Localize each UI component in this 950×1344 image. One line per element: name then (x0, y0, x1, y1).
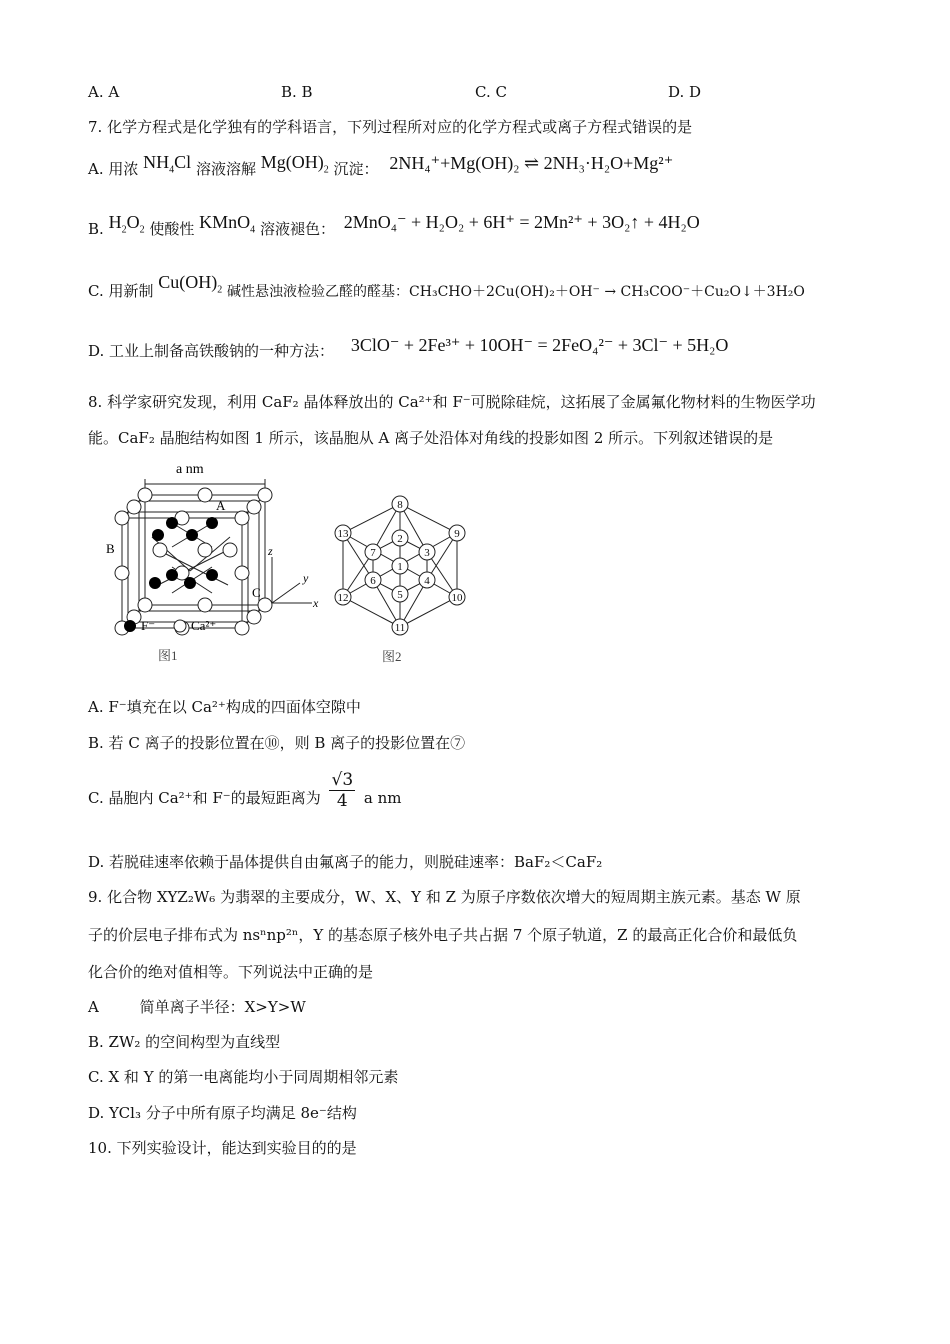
fig2-caption: 图2 (382, 649, 402, 664)
q9-stem-1: 9. 化合物 XYZ₂W₆ 为翡翠的主要成分，W、X、Y 和 Z 为原子序数依次增大的短周期主族元素。基态 W 原 (88, 888, 801, 906)
q6-option-a: A. A (88, 83, 120, 101)
q8-c-pre: C. 晶胞内 Ca²⁺和 F⁻的最短距离为 (88, 789, 321, 807)
fig2-node-label: 7 (370, 547, 376, 559)
fig1-axis-x: x (313, 596, 319, 610)
q7-b-equation: 2MnO₄⁻ + H₂O₂ + 6H⁺ = 2Mn²⁺ + 3O₂↑ + 4H₂O (343, 212, 700, 232)
q7-option-c (88, 272, 805, 309)
q7-a-formula-2: $Mg(OH)_2$ (260, 152, 329, 176)
fig2-node-label: 9 (454, 528, 460, 540)
fig1-label-a: A (216, 498, 226, 513)
figure-2-projection (330, 490, 480, 670)
q9-stem-3: 化合价的绝对值相等。下列说法中正确的是 (88, 963, 374, 981)
fig2-node-label: 6 (370, 575, 376, 587)
legend-ca-marker (174, 620, 186, 632)
fig2-node-label: 13 (337, 528, 349, 540)
legend-ca-label: Ca²⁺ (191, 618, 217, 633)
q7-c-pre: C. 用新制 (88, 282, 154, 300)
q7-stem: 7. 化学方程式是化学独有的学科语言，下列过程所对应的化学方程式或离子方程式错误的是 (88, 118, 693, 136)
q7-a-mid: 溶液溶解 (195, 160, 256, 178)
q7-d-pre: D. 工业上制备高铁酸钠的一种方法： (88, 342, 335, 360)
q7-d-equation: 3ClO⁻ + 2Fe³⁺ + 10OH⁻ = 2FeO₄²⁻ + 3Cl⁻ + 5H₂O (350, 335, 729, 355)
q8-c-numerator: √3 (331, 770, 354, 790)
fig2-node-label: 4 (424, 575, 430, 587)
q6-options (0, 82, 950, 102)
fig2-node-label: 10 (451, 592, 463, 604)
q10-stem: 10. 下列实验设计，能达到实验目的的是 (88, 1139, 357, 1157)
q7-a-formula: $NH_4Cl$ (143, 152, 192, 176)
q6-option-b: B. B (281, 83, 313, 101)
fig2-node-label: 1 (397, 561, 403, 573)
q7-b-post: 溶液褪色： (259, 220, 335, 238)
q9-option-a (88, 997, 306, 1017)
fig1-label-c: C (252, 585, 261, 600)
fig2-node-label: 12 (337, 592, 349, 604)
q8-stem-2: 能。CaF₂ 晶胞结构如图 1 所示，该晶胞从 A 离子处沿体对角线的投影如图 2 所示。下列叙述错误的是 (88, 429, 774, 447)
q9-stem-2: 子的价层电子排布式为 nsⁿnp²ⁿ，Y 的基态原子核外电子共占据 7 个原子轨道，Z 的最高正化合价和最低负 (88, 926, 798, 944)
q8-c-denominator: 4 (336, 791, 348, 811)
q7-a-post: 沉淀： (333, 160, 379, 178)
q9-option-b: B. ZW₂ 的空间构型为直线型 (88, 1033, 281, 1051)
fig2-node-label: 8 (397, 499, 403, 511)
q7-b-formula-2: KMnO$_4$ (199, 212, 256, 236)
fig1-axis-y: y (303, 571, 309, 585)
q7-c-formula: $Cu(OH)_2$ (158, 272, 223, 296)
fig1-label-b: B (106, 541, 115, 556)
q6-option-c: C. C (475, 83, 507, 101)
q8-c-post: a nm (363, 789, 402, 807)
fig2-node-label: 5 (397, 589, 403, 601)
q9-option-c: C. X 和 Y 的第一电离能均小于同周期相邻元素 (88, 1068, 399, 1086)
q8-option-d: D. 若脱硅速率依赖于晶体提供自由氟离子的能力，则脱硅速率：BaF₂＜CaF₂ (88, 853, 603, 871)
legend-f-marker (124, 620, 136, 632)
fig1-caption: 图1 (158, 648, 178, 663)
q9-option-d: D. YCl₃ 分子中所有原子均满足 8e⁻结构 (88, 1104, 357, 1122)
q9-a-text: 简单离子半径：X>Y>W (139, 998, 306, 1016)
q8-option-a: A. F⁻填充在以 Ca²⁺构成的四面体空隙中 (88, 698, 361, 716)
q7-a-pre: A. 用浓 (88, 160, 139, 178)
q8-stem-1: 8. 科学家研究发现，利用 CaF₂ 晶体释放出的 Ca²⁺和 F⁻可脱除硅烷，这拓展了金属氟化物材料的生物医学功 (88, 393, 816, 411)
q7-c-post: 碱性悬浊液检验乙醛的醛基：CH₃CHO＋2Cu(OH)₂＋OH⁻ → CH₃COO⁻＋Cu₂O↓＋3H₂O (227, 284, 805, 300)
fig1-dimension-label: a nm (176, 462, 204, 477)
q7-a-equation: 2NH₄⁺+Mg(OH)₂ ⇌ 2NH₃·H₂O+Mg²⁺ (389, 153, 674, 173)
figure-1-unit-cell (100, 455, 330, 670)
q8-option-c (88, 770, 402, 826)
q7-option-b (88, 212, 700, 247)
fig1-axis-z: z (268, 544, 273, 558)
fig2-node-label: 11 (394, 622, 406, 634)
q9-a-label: A (88, 998, 99, 1016)
q7-b-formula: $H_2O_2$ (108, 212, 145, 236)
q6-option-d: D. D (668, 83, 702, 101)
q8-c-fraction (329, 770, 355, 811)
q8-option-b: B. 若 C 离子的投影位置在⑩，则 B 离子的投影位置在⑦ (88, 734, 466, 752)
q7-option-a (88, 152, 674, 187)
q7-option-d (88, 335, 729, 361)
legend-f-label: F⁻ (141, 618, 156, 633)
q7-b-pre: B. (88, 220, 104, 238)
fig2-node-label: 2 (397, 533, 403, 545)
fig2-node-label: 3 (424, 547, 430, 559)
q7-b-mid: 使酸性 (149, 220, 195, 238)
